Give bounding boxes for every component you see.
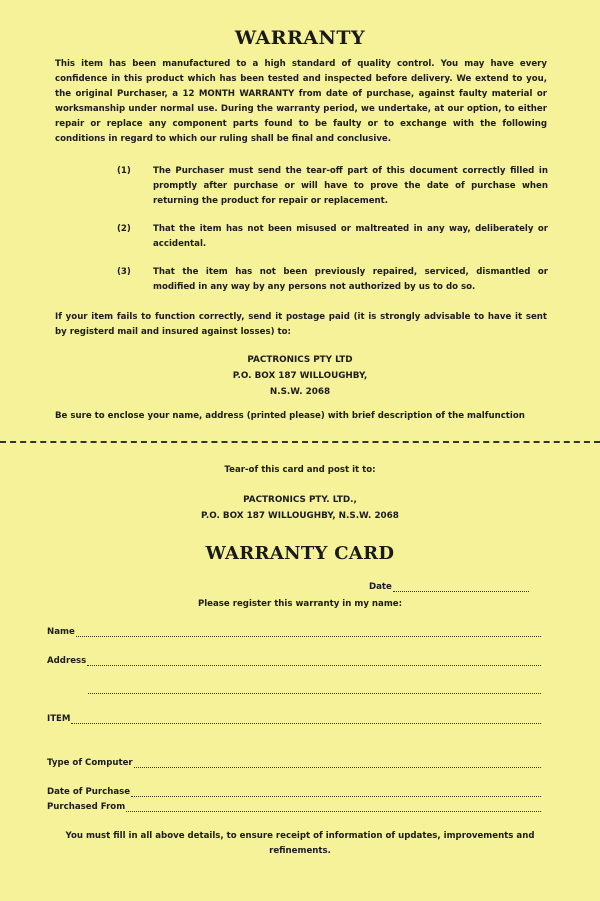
purchased-from-label: Purchased From [47,802,126,812]
name-field[interactable] [47,626,541,637]
purchase-date-line[interactable] [131,786,541,797]
tear-off-instruction: Tear-of this card and post it to: [224,465,376,475]
date-label: Date [369,582,392,592]
purchase-date-field[interactable] [47,786,541,797]
address-line: P.O. BOX 187 WILLOUGHBY, N.S.W. 2068 [201,511,399,521]
item-line[interactable] [71,713,541,724]
condition-number: (3) [117,267,131,277]
warranty-card-title: WARRANTY CARD [205,543,395,564]
address-label: Address [47,656,87,666]
name-line[interactable] [76,626,541,637]
name-label: Name [47,627,75,637]
address-line: N.S.W. 2068 [269,387,331,397]
date-line[interactable] [393,581,529,592]
address-line: PACTRONICS PTY. LTD., [243,495,357,505]
condition-text: That the item has not been misused or maltreated in any way, deliberately or accidental. [153,224,548,249]
address-field[interactable] [47,655,541,666]
item-label: ITEM [47,714,71,724]
computer-type-label: Type of Computer [47,758,133,768]
address-field-2[interactable] [87,683,541,694]
date-field[interactable] [369,581,529,592]
address-line: P.O. BOX 187 WILLOUGHBY, [232,371,368,381]
address-line: PACTRONICS PTY LTD [247,355,353,365]
intro-paragraph: This item has been manufactured to a high standard of quality control. You may have every confidence in this product which has been tested and inspected before delivery. We extend to you, the original Purchaser, a 12 MONTH WARRANTY from date of purchase, against faulty material or worksmanship under normal use. During the warranty period, we undertake, at our option, to either repair or replace any component parts found to be faulty or to exchange with the following conditions in regard to which our ruling shall be final and conclusive. [55,59,547,144]
item-field[interactable] [47,713,541,724]
condition-number: (2) [117,224,131,234]
footer-note: You must fill in all above details, to ensure receipt of information of updates, improvements and refinements. [65,831,535,856]
register-text: Please register this warranty in my name: [197,599,403,609]
condition-text: That the item has not been previously repaired, serviced, dismantled or modified in any way by any persons not authorized by us to do so. [153,267,548,292]
computer-type-field[interactable] [47,757,541,768]
condition-number: (1) [117,166,131,176]
purchased-from-field[interactable] [47,801,541,812]
condition-text: The Purchaser must send the tear-off part of this document correctly filled in promptly after purchase or will have to prove the date of purchase when returning the product for repair or replacement. [153,166,548,206]
warranty-title: WARRANTY [234,27,366,49]
purchase-date-label: Date of Purchase [47,787,131,797]
address-line-2[interactable] [88,683,541,694]
card-address [0,492,600,524]
return-instructions: If your item fails to function correctly, send it postage paid (it is strongly advisable to have it sent by registerd mail and insured against losses) to: [55,312,547,337]
address-line-1[interactable] [87,655,541,666]
purchased-from-line[interactable] [126,801,541,812]
tear-off-line [0,441,600,443]
enclose-note: Be sure to enclose your name, address (printed please) with brief description of the malfunction [55,411,525,421]
computer-type-line[interactable] [134,757,541,768]
return-address [0,352,600,400]
